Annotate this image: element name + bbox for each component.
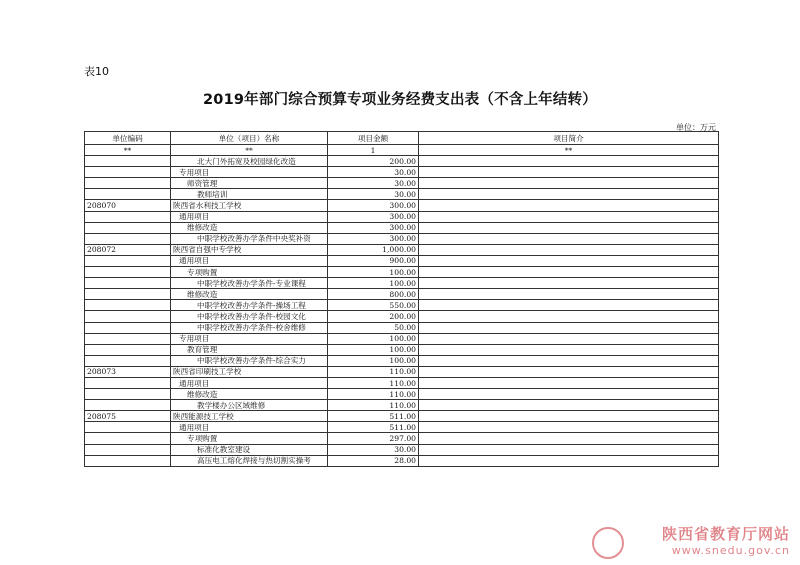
cell-amount: 30.00 [328,178,419,189]
cell-desc [419,278,719,289]
cell-code [85,233,171,244]
cell-name: 教师培训 [171,189,328,200]
cell-amount: 30.00 [328,189,419,200]
table-row [85,444,719,455]
cell-name: 中职学校改善办学条件中央奖补资 [171,233,328,244]
cell-name: 通用项目 [171,422,328,433]
cell-amount: 50.00 [328,322,419,333]
cell-desc [419,344,719,355]
cell-code [85,422,171,433]
table-row [85,333,719,344]
cell-code [85,344,171,355]
table-row [85,389,719,400]
cell-desc [419,267,719,278]
cell-amount: 300.00 [328,222,419,233]
cell-amount: 30.00 [328,444,419,455]
table-row [85,344,719,355]
cell-desc [419,433,719,444]
unit-label: 单位：万元 [676,123,716,132]
cell-code [85,333,171,344]
table-row [85,222,719,233]
cell-code [85,156,171,167]
cell-code [85,300,171,311]
watermark-logo-icon [592,527,624,559]
cell-name: 专用项目 [171,167,328,178]
cell-desc [419,156,719,167]
budget-table [84,131,719,467]
table-number: 表10 [84,65,109,78]
cell-name: 通用项目 [171,377,328,388]
cell-amount: 200.00 [328,311,419,322]
cell-amount: 110.00 [328,400,419,411]
cell-desc [419,444,719,455]
table-body [85,156,719,467]
cell-code [85,400,171,411]
cell-code [85,455,171,466]
cell-desc [419,255,719,266]
watermark [662,523,790,557]
cell-code [85,389,171,400]
table-row [85,255,719,266]
cell-code [85,178,171,189]
cell-name: 教学楼办公区域维修 [171,400,328,411]
cell-desc [419,411,719,422]
cell-name: 陕西省自强中专学校 [171,244,328,255]
cell-name: 维修改造 [171,389,328,400]
watermark-name: 陕西省教育厅网站 [661,525,790,543]
cell-desc [419,244,719,255]
table-row [85,189,719,200]
cell-name: 专项购置 [171,433,328,444]
cell-code [85,444,171,455]
cell-amount: 300.00 [328,233,419,244]
cell-code [85,377,171,388]
page-title: 2019年部门综合预算专项业务经费支出表（不含上年结转） [203,92,597,108]
cell-amount: 297.00 [328,433,419,444]
cell-amount: 100.00 [328,355,419,366]
cell-amount: 30.00 [328,167,419,178]
cell-name: 中职学校改善办学条件-综合实力 [171,355,328,366]
cell-name: 陕西省水利技工学校 [171,200,328,211]
cell-amount: 200.00 [328,156,419,167]
cell-code [85,311,171,322]
cell-code [85,267,171,278]
table-row [85,178,719,189]
table-row [85,211,719,222]
index-amount: 1 [328,145,419,156]
index-row [85,145,719,156]
cell-desc [419,400,719,411]
table-row [85,455,719,466]
table-row [85,233,719,244]
cell-name: 专项购置 [171,267,328,278]
cell-desc [419,377,719,388]
index-desc: ** [419,145,719,156]
cell-code [85,189,171,200]
cell-desc [419,200,719,211]
header-name: 单位（项目）名称 [171,132,328,145]
table-row [85,311,719,322]
table-row [85,200,719,211]
table-row [85,433,719,444]
cell-name: 中职学校改善办学条件-专业课程 [171,278,328,289]
cell-amount: 100.00 [328,333,419,344]
watermark-url: www.snedu.gov.cn [671,544,790,557]
cell-code [85,433,171,444]
cell-desc [419,366,719,377]
cell-desc [419,178,719,189]
cell-name: 通用项目 [171,211,328,222]
cell-amount: 28.00 [328,455,419,466]
cell-amount: 511.00 [328,422,419,433]
cell-name: 北大门外拓宽及校园绿化改造 [171,156,328,167]
cell-amount: 300.00 [328,200,419,211]
cell-desc [419,300,719,311]
cell-amount: 300.00 [328,211,419,222]
cell-code [85,322,171,333]
cell-amount: 1,000.00 [328,244,419,255]
cell-code [85,222,171,233]
table-row [85,267,719,278]
cell-name: 教育管理 [171,344,328,355]
table-row [85,411,719,422]
cell-desc [419,222,719,233]
header-code: 单位编码 [85,132,171,145]
table-row [85,400,719,411]
cell-amount: 800.00 [328,289,419,300]
cell-name: 陕西能源技工学校 [171,411,328,422]
cell-code [85,355,171,366]
table-row [85,167,719,178]
cell-desc [419,389,719,400]
cell-amount: 511.00 [328,411,419,422]
cell-name: 标准化教室建设 [171,444,328,455]
cell-name: 中职学校改善办学条件-校舍维修 [171,322,328,333]
cell-amount: 110.00 [328,377,419,388]
table-row [85,422,719,433]
cell-code [85,211,171,222]
cell-code: 208075 [85,411,171,422]
cell-name: 师资管理 [171,178,328,189]
table-row [85,355,719,366]
table-row [85,377,719,388]
table-row [85,278,719,289]
cell-code [85,167,171,178]
cell-name: 高压电工熔化焊接与热切割实操考 [171,455,328,466]
cell-desc [419,455,719,466]
header-desc: 项目简介 [419,132,719,145]
table-row [85,244,719,255]
index-code: ** [85,145,171,156]
table-row [85,289,719,300]
table-row [85,366,719,377]
cell-desc [419,355,719,366]
cell-desc [419,189,719,200]
cell-name: 通用项目 [171,255,328,266]
cell-amount: 900.00 [328,255,419,266]
cell-name: 中职学校改善办学条件-操场工程 [171,300,328,311]
cell-amount: 110.00 [328,389,419,400]
cell-desc [419,333,719,344]
cell-amount: 100.00 [328,344,419,355]
cell-desc [419,233,719,244]
index-name: ** [171,145,328,156]
cell-name: 维修改造 [171,289,328,300]
cell-name: 中职学校改善办学条件-校园文化 [171,311,328,322]
table-row [85,322,719,333]
cell-code: 208070 [85,200,171,211]
cell-code [85,255,171,266]
table-row [85,156,719,167]
cell-amount: 100.00 [328,278,419,289]
cell-desc [419,167,719,178]
cell-code: 208073 [85,366,171,377]
cell-desc [419,422,719,433]
cell-desc [419,289,719,300]
cell-code: 208072 [85,244,171,255]
cell-desc [419,311,719,322]
cell-desc [419,211,719,222]
cell-name: 维修改造 [171,222,328,233]
cell-name: 陕西省印刷技工学校 [171,366,328,377]
cell-amount: 110.00 [328,366,419,377]
cell-amount: 550.00 [328,300,419,311]
header-row [85,132,719,145]
cell-desc [419,322,719,333]
cell-name: 专用项目 [171,333,328,344]
header-amount: 项目金额 [328,132,419,145]
cell-code [85,278,171,289]
table-row [85,300,719,311]
cell-amount: 100.00 [328,267,419,278]
cell-code [85,289,171,300]
